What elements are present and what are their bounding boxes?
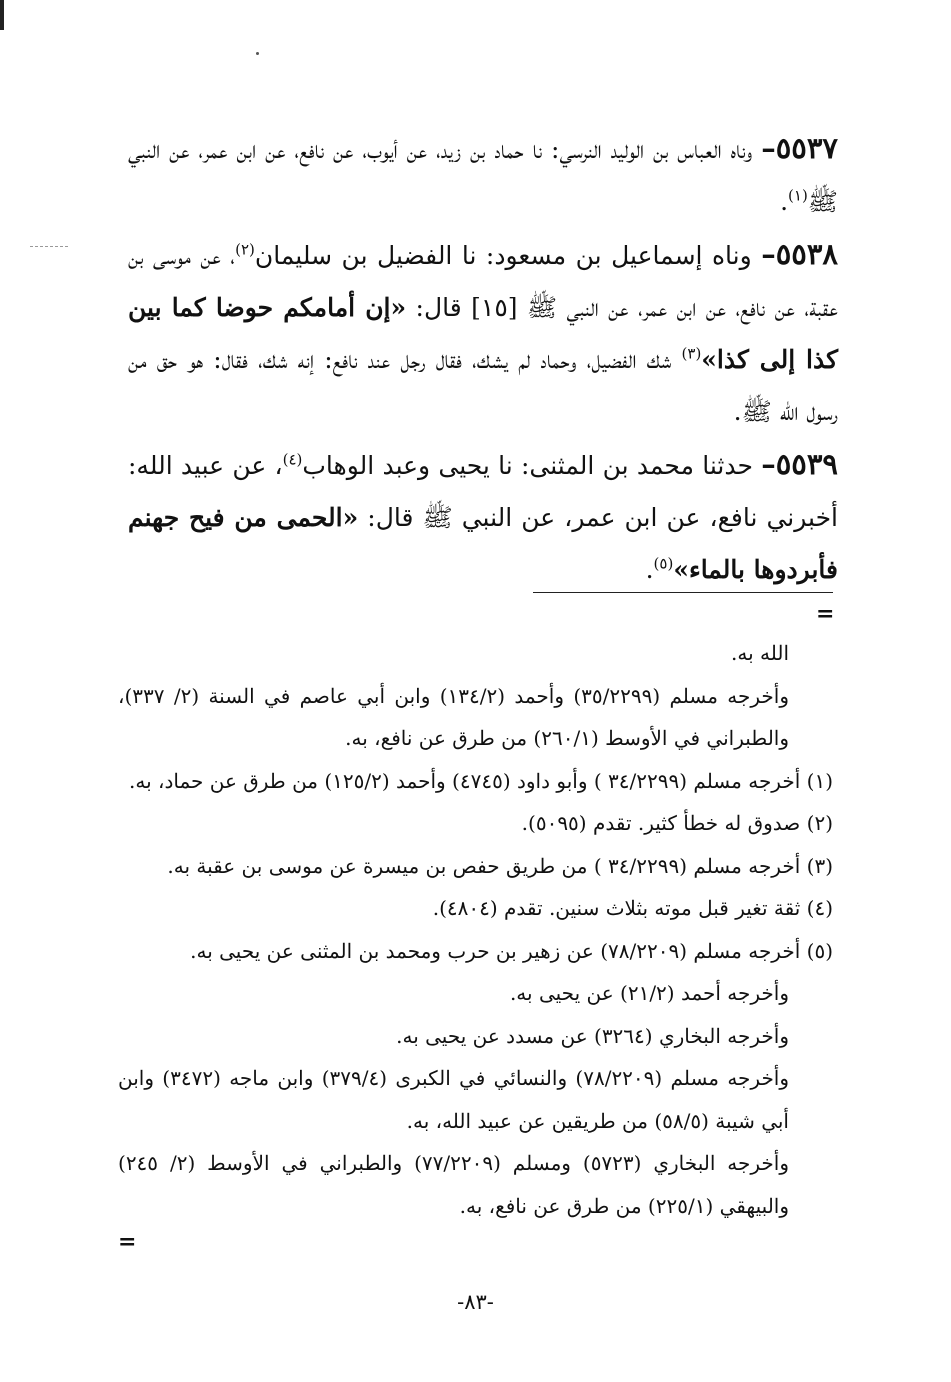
footnote-line: وأخرجه البخاري (٣٢٦٤) عن مسدد عن يحيى به. — [396, 1023, 789, 1048]
hadith-saying: «الحمى من فيح جهنم فأبردوها بالماء» — [128, 503, 838, 584]
footnote-line: (٥) أخرجه مسلم (٧٨/٢٢٠٩) عن زهير بن حرب ومحمد بن المثنى عن يحيى به. — [190, 938, 833, 963]
hadith-5537 — [128, 122, 838, 228]
continued-mark: = — [118, 1229, 137, 1255]
scan-speck — [256, 52, 259, 55]
footnote-ref: (٣) — [681, 344, 702, 363]
footnote-line: وأخرجه البخاري (٥٧٢٣) ومسلم (٧٧/٢٢٠٩) والطبراني في الأوسط (٢/ ٢٤٥) والبيهقي (٢٢٥/١) من طرق عن نافع، به. — [118, 1151, 789, 1218]
footnote-ref: (١) — [788, 186, 808, 205]
hadith-number: ٥٥٣٧– — [761, 131, 838, 165]
footnote-line: (٢) صدوق له خطأ كثير. تقدم (٥٠٩٥). — [521, 811, 833, 835]
footnote-line: وأخرجه مسلم (٣٥/٢٢٩٩) وأحمد (١٣٤/٢) وابن أبي عاصم في السنة (٢/ ٣٣٧)، والطبراني في الأوسط (٢٦٠/١) من طرق عن نافع، به. — [118, 683, 789, 750]
footnote-line: (٤) ثقة تغير قبل موته بثلاث سنين. تقدم (٤٨٠٤). — [432, 896, 833, 920]
hadith-saying: «إن أمامكم حوضا كما بين كذا إلى كذا» — [128, 293, 838, 374]
main-text — [128, 122, 838, 596]
footnote-ref: (٤) — [282, 450, 303, 469]
scan-edge-mark — [0, 0, 4, 30]
hadith-end: . — [645, 555, 654, 584]
hadith-number: ٥٥٣٩– — [761, 447, 838, 481]
footnote-ref: (٥) — [653, 554, 674, 573]
continuation-mark: = — [816, 601, 835, 627]
hadith-5539 — [128, 438, 838, 596]
footnote-line: الله به. — [731, 641, 789, 665]
hadith-text: وناه العباس بن الوليد النرسي: نا حماد بن زيد، عن أيوب، عن نافع، عن ابن عمر، عن النبي ﷺ — [128, 135, 838, 216]
footnote-separator — [533, 592, 833, 593]
footnote-line: وأخرجه أحمد (٢١/٢) عن يحيى به. — [509, 981, 789, 1005]
hadith-text: وناه إسماعيل بن مسعود: نا الفضيل بن سليمان — [254, 241, 762, 270]
footnote-line: وأخرجه مسلم (٧٨/٢٢٠٩) والنسائي في الكبرى (٣٧٩/٤) وابن ماجه (٣٤٧٢) وابن أبي شيبة (٥٨/٥) من طريقين عن عبيد الله، به. — [118, 1066, 790, 1133]
hadith-5538 — [128, 228, 838, 438]
hadith-end: . — [780, 187, 789, 216]
hadith-text: حدثنا محمد بن المثنى: نا يحيى وعبد الوهاب — [302, 451, 762, 480]
footnote-ref: (٢) — [235, 240, 255, 259]
hadith-text: ، عن موسى بن عقبة، عن نافع، عن ابن عمر، عن النبي ﷺ [١٥] قال: — [128, 241, 838, 322]
page-number: -٨٣- — [457, 1290, 494, 1314]
footnote-line: (٣) أخرجه مسلم (٣٤/٢٢٩٩ ) من طريق حفص بن ميسرة عن موسى بن عقبة به. — [167, 853, 833, 878]
footnote-line: (١) أخرجه مسلم (٣٤/٢٢٩٩ ) وأبو داود (٤٧٤٥) وأحمد (١٢٥/٢) من طرق عن حماد، به. — [128, 768, 833, 793]
margin-dash — [30, 246, 68, 247]
hadith-text: ، عن عبيد الله: أخبرني نافع، عن ابن عمر، عن النبي ﷺ قال: — [128, 451, 838, 532]
footnotes — [118, 632, 833, 1227]
hadith-text: شك الفضيل، وحماد لم يشك، فقال رجل عند نافع: إنه شك، فقال: هو حق من رسول الله ﷺ. — [128, 345, 838, 426]
hadith-number: ٥٥٣٨– — [761, 237, 838, 271]
